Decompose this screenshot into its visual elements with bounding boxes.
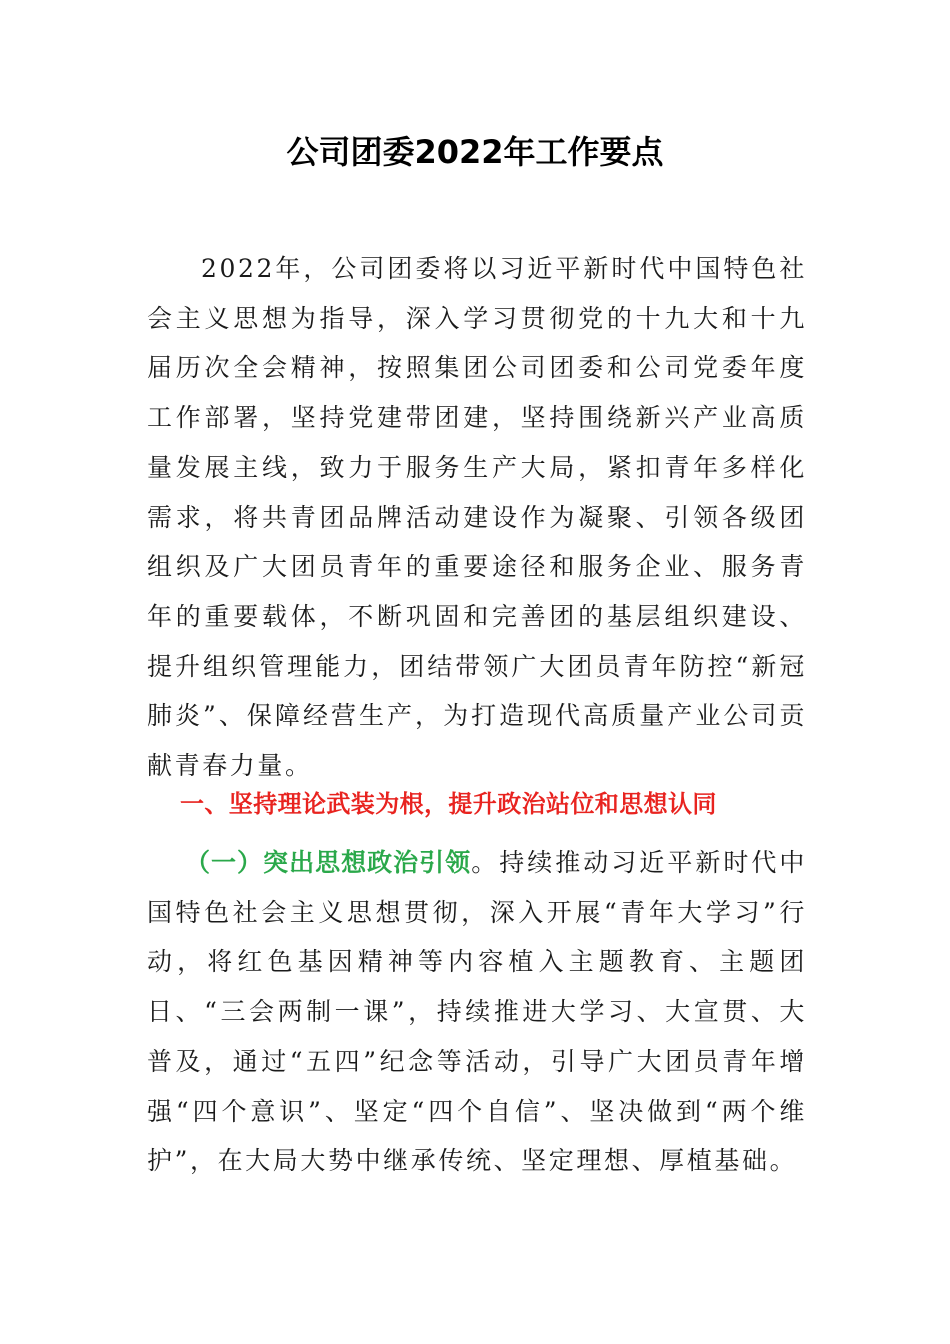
subsection-heading: （一）突出思想政治引领 bbox=[185, 848, 472, 877]
subsection-paragraph bbox=[147, 838, 807, 1186]
intro-paragraph: 2022年，公司团委将以习近平新时代中国特色社会主义思想为指导，深入学习贯彻党的十九大和十九届历次全会精神，按照集团公司团委和公司党委年度工作部署，坚持党建带团建，坚持围绕新兴产业高质量发展主线，致力于服务生产大局，紧扣青年多样化需求，将共青团品牌活动建设作为凝聚、引领各级团组织及广大团员青年的重要途径和服务企业、服务青年的重要载体，不断巩固和完善团的基层组织建设、提升组织管理能力，团结带领广大团员青年防控“新冠肺炎”、保障经营生产，为打造现代高质量产业公司贡献青春力量。 bbox=[147, 254, 807, 781]
subsection-text: 。持续推动习近平新时代中国特色社会主义思想贯彻，深入开展“青年大学习”行动，将红色基因精神等内容植入主题教育、主题团日、“三会两制一课”，持续推进大学习、大宣贯、大普及，通过“五四”纪念等活动，引导广大团员青年增强“四个意识”、坚定“四个自信”、坚决做到“两个维护”，在大局大势中继承传统、坚定理想、厚植基础。 bbox=[147, 848, 807, 1176]
section-heading: 一、坚持理论武装为根，提升政治站位和思想认同 bbox=[180, 790, 717, 818]
document-title: 公司团委2022年工作要点 bbox=[286, 133, 664, 171]
